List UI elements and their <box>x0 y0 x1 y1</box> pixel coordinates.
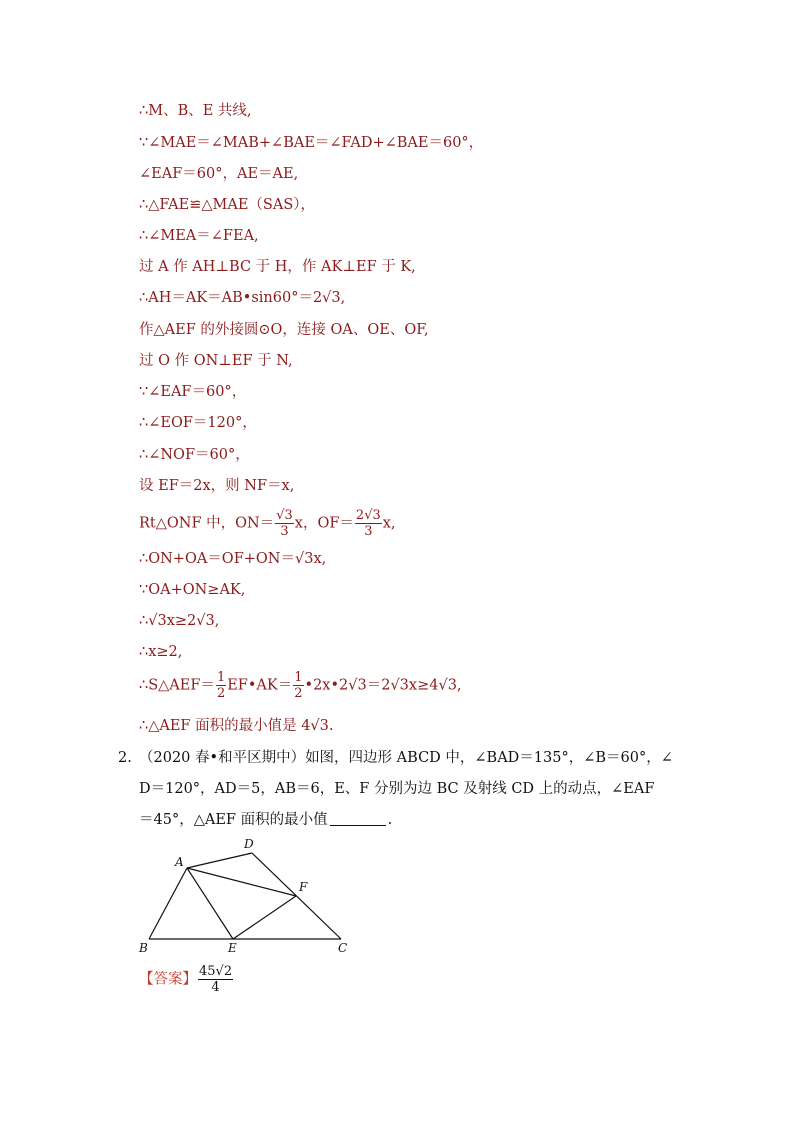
solution-line: 作△AEF 的外接圆⊙O，连接 OA、OE、OF, <box>139 322 429 338</box>
solution-line-area: ∴S△AEF＝ $\frac{1}{2}$ EF•AK＝ $\frac{1}{2}$ •2x•2√3＝2√3x≥4√3, <box>139 670 462 701</box>
answer-label: 【答案】 <box>139 971 197 988</box>
solution-line: ∴M、B、E 共线, <box>139 103 252 119</box>
question-line: D＝120°，AD＝5，AB＝6，E、F 分别为边 BC 及射线 CD 上的动点，∠EAF <box>139 781 655 797</box>
solution-line: ∴∠MEA＝∠FEA, <box>139 228 259 244</box>
edge-AD <box>187 853 252 868</box>
solution-line-fractions: Rt△ONF 中，ON＝ $\frac{√3}{3}$ x，OF＝ $\frac{2√3}{3}$ x, <box>139 508 396 539</box>
solution-line: 过 A 作 AH⊥BC 于 H，作 AK⊥EF 于 K, <box>139 259 416 275</box>
solution-line: ∴∠EOF＝120°， <box>139 415 257 431</box>
solution-line: ∴△FAE≌△MAE（SAS）， <box>139 197 316 213</box>
answer-row <box>139 964 234 995</box>
solution-line: ∵∠MAE＝∠MAB+∠BAE＝∠FAD+∠BAE＝60°， <box>139 135 484 151</box>
edge-DC <box>252 853 341 939</box>
answer-blank <box>330 811 386 826</box>
answer-fraction: $\frac{45√2}{4}$ <box>199 964 233 995</box>
solution-line: ∵OA+ON≥AK, <box>139 582 246 598</box>
label-A: A <box>175 855 184 869</box>
solution-line: 设 EF＝2x，则 NF＝x, <box>139 478 295 494</box>
solution-line: ∴ON+OA＝OF+ON＝√3x, <box>139 551 327 567</box>
fraction: $\frac{2√3}{3}$ <box>355 508 381 539</box>
solution-line: 过 O 作 ON⊥EF 于 N, <box>139 353 293 369</box>
solution-line: ∴∠NOF＝60°， <box>139 447 250 463</box>
label-B: B <box>139 941 148 955</box>
solution-conclusion: ∴△AEF 面积的最小值是 4√3. <box>139 718 334 734</box>
fraction: $\frac{1}{2}$ <box>216 670 226 701</box>
label-E: E <box>228 941 237 955</box>
segment-AF <box>187 868 296 896</box>
solution-line: ∴AH＝AK＝AB•sin60°＝2√3, <box>139 290 346 306</box>
solution-line: ∴x≥2, <box>139 644 183 660</box>
label-D: D <box>244 837 254 851</box>
question-line: （2020 春•和平区期中）如图，四边形 ABCD 中，∠BAD＝135°，∠B＝60°，∠ <box>139 750 673 766</box>
solution-line: ∵∠EAF＝60°， <box>139 384 247 400</box>
fraction: $\frac{1}{2}$ <box>294 670 303 701</box>
edge-AB <box>149 868 187 939</box>
label-C: C <box>338 941 348 955</box>
fraction: $\frac{√3}{3}$ <box>276 508 293 539</box>
segment-EF <box>233 896 296 939</box>
question-number: 2. <box>118 750 132 766</box>
geometry-figure <box>135 836 355 958</box>
label-F: F <box>299 880 308 894</box>
solution-line: ∴√3x≥2√3, <box>139 613 220 629</box>
solution-line: ∠EAF＝60°，AE＝AE, <box>139 166 299 182</box>
question-line: ＝45°，△AEF 面积的最小值 . <box>139 812 393 828</box>
